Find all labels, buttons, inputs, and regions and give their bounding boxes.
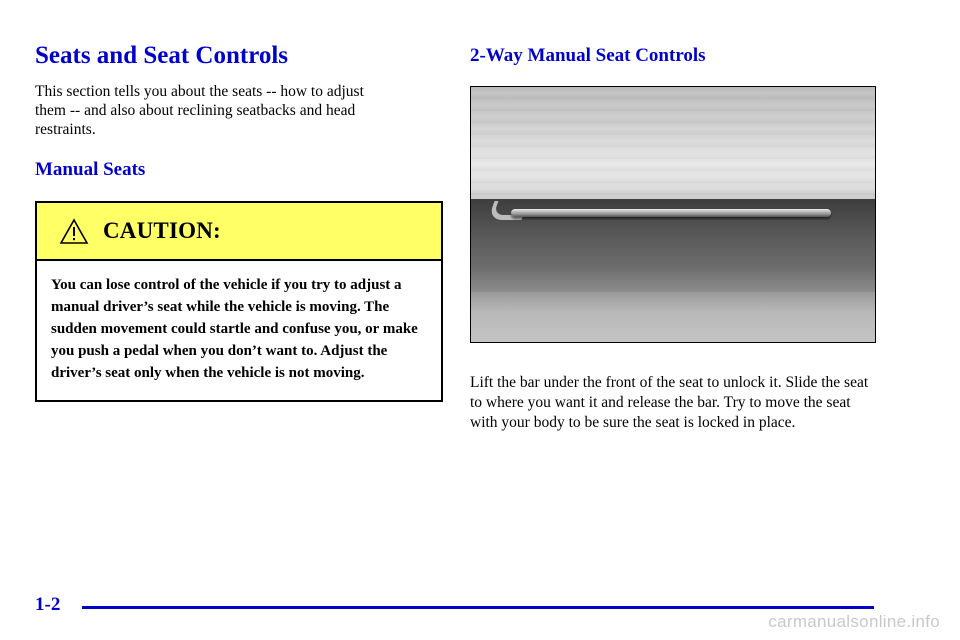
intro-text: This section tells you about the seats -- how to adjust them -- and also about reclining seatbacks and head restraints. — [35, 83, 364, 138]
page-number: 1-2 — [35, 594, 61, 615]
floor-area — [471, 292, 875, 342]
seat-adjuster-bar — [511, 209, 831, 217]
watermark: carmanualsonline.info — [768, 612, 940, 631]
caution-header — [37, 203, 441, 261]
caution-text: You can lose control of the vehicle if you try to adjust a manual driver’s seat while the vehicle is moving. The sudden movement could startle and confuse you, or make you push a pedal when you don’t want to. Adjust the driver’s seat only when the vehicle is not moving. — [51, 277, 418, 381]
section-heading-manual-seats: Manual Seats — [35, 159, 146, 180]
left-column — [35, 40, 443, 402]
caution-box — [35, 201, 443, 402]
seat-cushion-front — [471, 87, 875, 202]
page-title: Seats and Seat Controls — [35, 42, 289, 69]
instruction-text: Lift the bar under the front of the seat to unlock it. Slide the seat to where you want it and release the bar. Try to move the seat with your body to be sure the seat is locked in place. — [470, 374, 869, 431]
warning-triangle-icon — [59, 218, 89, 245]
section-heading-2-way-controls: 2-Way Manual Seat Controls — [470, 45, 706, 66]
right-column — [470, 40, 880, 433]
seat-control-photo — [470, 86, 876, 343]
footer-rule — [82, 606, 874, 609]
caution-title: CAUTION: — [103, 218, 221, 243]
